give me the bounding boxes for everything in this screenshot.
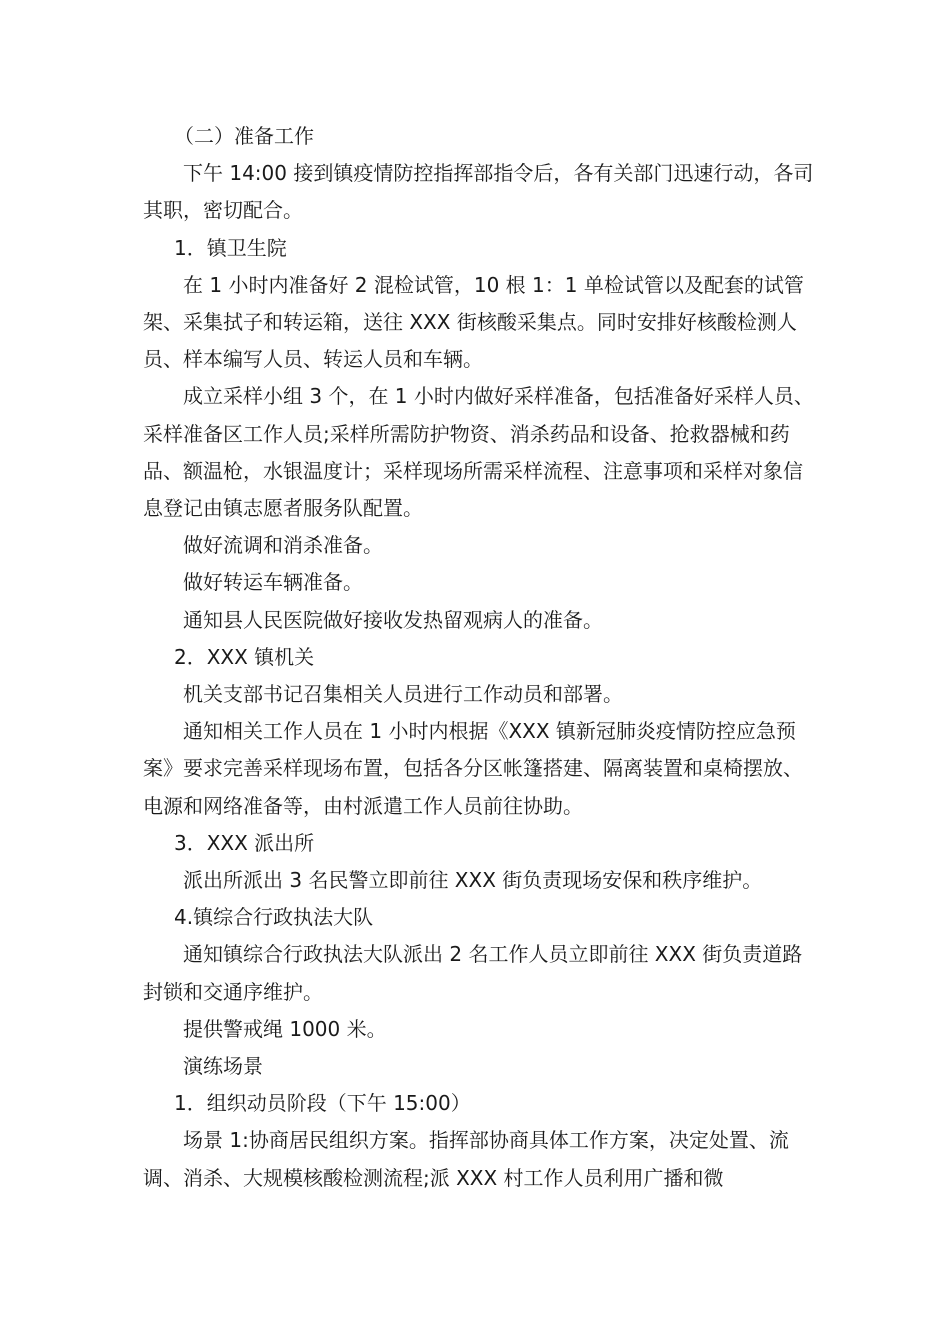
paragraph: 机关支部书记召集相关人员进行工作动员和部署。 [183, 682, 623, 707]
paragraph: 下午 14:00 接到镇疫情防控指挥部指令后，各有关部门迅速行动，各司其职，密切配合。 [143, 161, 814, 223]
paragraph: 成立采样小组 3 个，在 1 小时内做好采样准备，包括准备好采样人员、采样准备区工作人员;采样所需防护物资、消杀药品和设备、抢救器械和药品、额温枪，水银温度计；采样现场所需采样流程、注意事项和采样对象信息登记由镇志愿者服务队配置。 [143, 384, 814, 521]
paragraph: 提供警戒绳 1000 米。 [183, 1016, 387, 1041]
paragraph: 在 1 小时内准备好 2 混检试管，10 根 1：1 单检试管以及配套的试管架、采集拭子和转运箱，送往 XXX 街核酸采集点。同时安排好核酸检测人员、样本编写人员、转运人员和车辆。 [143, 272, 804, 372]
paragraph: 做好转运车辆准备。 [183, 570, 363, 595]
document-body [143, 118, 815, 1197]
subsection-heading: 3．XXX 派出所 [174, 830, 315, 855]
subsection-heading: 4.镇综合行政执法大队 [174, 905, 374, 930]
paragraph: 通知镇综合行政执法大队派出 2 名工作人员立即前往 XXX 街负责道路封锁和交通序维护。 [143, 942, 803, 1004]
subsection-heading: 1．组织动员阶段（下午 15:00） [174, 1091, 471, 1116]
section-heading: （二）准备工作 [174, 124, 314, 148]
paragraph: 做好流调和消杀准备。 [183, 533, 383, 558]
paragraph: 场景 1:协商居民组织方案。指挥部协商具体工作方案，决定处置、流调、消杀、大规模核酸检测流程;派 XXX 村工作人员利用广播和微 [143, 1128, 789, 1190]
paragraph: 通知县人民医院做好接收发热留观病人的准备。 [183, 607, 603, 632]
subsection-heading: 2．XXX 镇机关 [174, 644, 315, 669]
section-heading: 演练场景 [183, 1054, 263, 1079]
paragraph: 派出所派出 3 名民警立即前往 XXX 街负责现场安保和秩序维护。 [183, 868, 763, 893]
subsection-heading: 1．镇卫生院 [174, 235, 287, 260]
paragraph: 通知相关工作人员在 1 小时内根据《XXX 镇新冠肺炎疫情防控应急预案》要求完善采样现场布置，包括各分区帐篷搭建、隔离装置和桌椅摆放、电源和网络准备等，由村派遣工作人员前往协助。 [143, 719, 803, 818]
